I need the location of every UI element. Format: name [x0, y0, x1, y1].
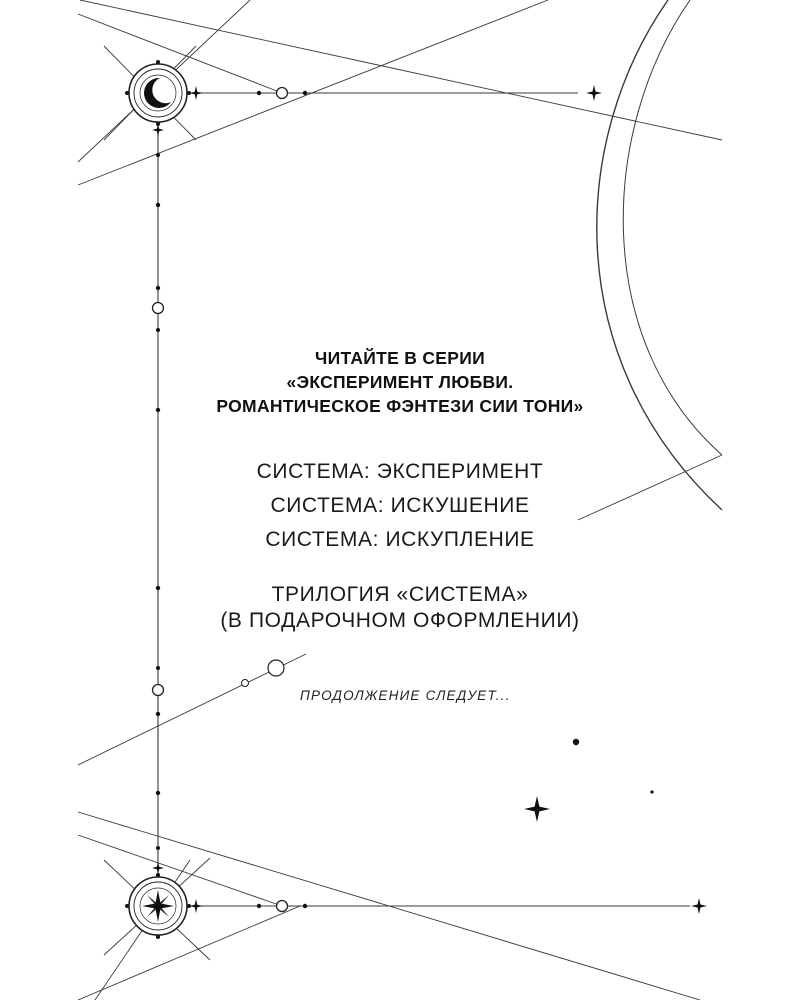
large-sparkle-icon [524, 796, 550, 822]
to-be-continued: ПРОДОЛЖЕНИЕ СЛЕДУЕТ... [300, 688, 511, 703]
bottom-diagonal-3 [78, 906, 300, 1000]
trilogy-edition [0, 582, 800, 634]
lower-diagonal-nodes [242, 660, 285, 687]
crescent-moon-icon [125, 60, 191, 126]
sparkle-icon [189, 86, 203, 100]
outer-arc [597, 0, 722, 510]
spine-ring-upper [153, 303, 164, 314]
trilogy-subtitle: (В ПОДАРОЧНОМ ОФОРМЛЕНИИ) [220, 609, 580, 632]
compass-star-icon [125, 873, 191, 939]
series-heading-line-3: РОМАНТИЧЕСКОЕ ФЭНТЕЗИ СИИ ТОНИ» [216, 396, 584, 416]
star-dot-icon [573, 739, 579, 745]
trilogy-title: ТРИЛОГИЯ «СИСТЕМА» [271, 583, 529, 606]
series-heading [0, 346, 800, 418]
series-heading-line-2: «ЭКСПЕРИМЕНТ ЛЮБВИ. [286, 372, 514, 392]
spine-ring-lower [153, 685, 164, 696]
sparkle-icon [152, 862, 164, 874]
book-title: СИСТЕМА: ИСКУШЕНИЕ [270, 494, 530, 517]
sparkle-icon [586, 85, 602, 101]
book-title: СИСТЕМА: ИСКУПЛЕНИЕ [265, 528, 535, 551]
sparkle-icon [691, 898, 707, 914]
sparkle-icon [189, 899, 203, 913]
book-list [0, 455, 800, 557]
star-dot-icon [650, 790, 653, 793]
book-title: СИСТЕМА: ЭКСПЕРИМЕНТ [256, 460, 544, 483]
sparkle-icon [152, 124, 164, 136]
series-heading-line-1: ЧИТАЙТЕ В СЕРИИ [314, 348, 486, 368]
